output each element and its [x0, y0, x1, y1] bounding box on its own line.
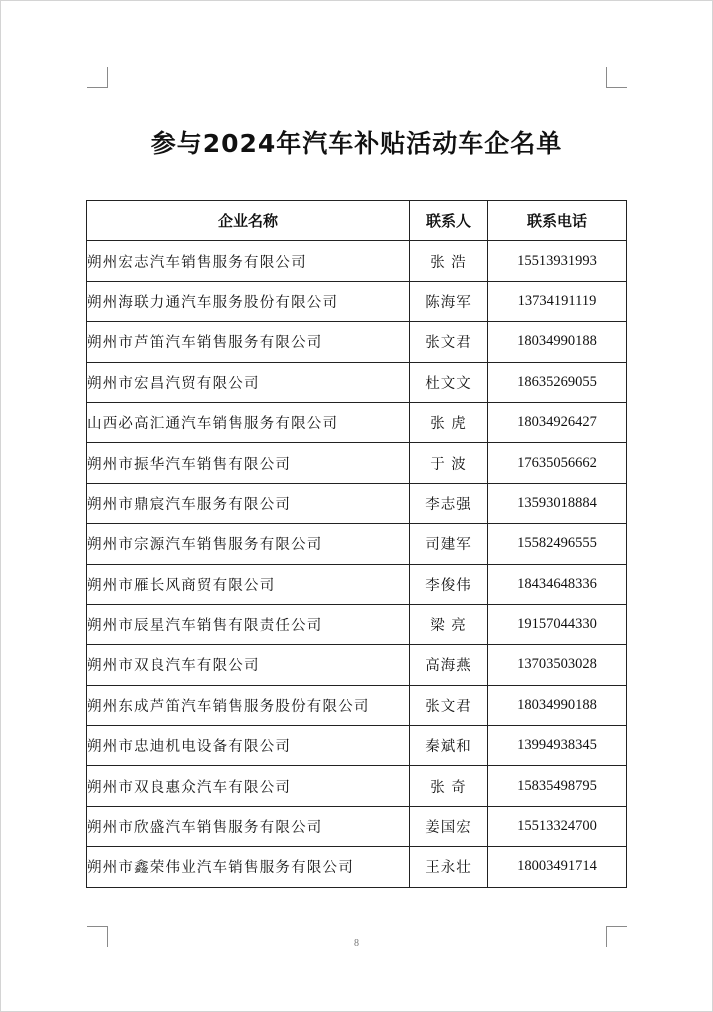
- contact-person-cell: 张 浩: [410, 241, 488, 281]
- contact-person-cell: 李志强: [410, 483, 488, 523]
- contact-phone-cell: 15835498795: [488, 766, 627, 806]
- company-name-cell: 朔州宏志汽车销售服务有限公司: [87, 241, 410, 281]
- company-name-cell: 朔州市宗源汽车销售服务有限公司: [87, 524, 410, 564]
- company-name-cell: 朔州市宏昌汽贸有限公司: [87, 362, 410, 402]
- crop-mark-top-right: [606, 67, 627, 88]
- company-name-cell: 朔州市振华汽车销售有限公司: [87, 443, 410, 483]
- contact-person-cell: 李俊伟: [410, 564, 488, 604]
- table-row: [87, 726, 627, 766]
- contact-phone-cell: 18034990188: [488, 685, 627, 725]
- document-title: 参与2024年汽车补贴活动车企名单: [150, 129, 563, 158]
- contact-person-cell: 张文君: [410, 685, 488, 725]
- company-name-cell: 朔州海联力通汽车服务股份有限公司: [87, 281, 410, 321]
- contact-phone-cell: 18434648336: [488, 564, 627, 604]
- company-name-cell: 朔州市鼎宸汽车服务有限公司: [87, 483, 410, 523]
- table-row: [87, 847, 627, 887]
- contact-phone-cell: 15513931993: [488, 241, 627, 281]
- company-roster-table: [86, 200, 627, 888]
- company-name-cell: 朔州市鑫荣伟业汽车销售服务有限公司: [87, 847, 410, 887]
- table-row: [87, 524, 627, 564]
- contact-phone-cell: 15513324700: [488, 806, 627, 846]
- crop-mark-top-left: [87, 67, 108, 88]
- company-name-cell: 朔州市忠迪机电设备有限公司: [87, 726, 410, 766]
- company-name-cell: 山西必高汇通汽车销售服务有限公司: [87, 402, 410, 442]
- contact-person-cell: 姜国宏: [410, 806, 488, 846]
- header-contact-person: 联系人: [410, 201, 488, 241]
- contact-phone-cell: 19157044330: [488, 604, 627, 644]
- header-contact-phone: 联系电话: [488, 201, 627, 241]
- company-name-cell: 朔州市双良惠众汽车有限公司: [87, 766, 410, 806]
- contact-phone-cell: 17635056662: [488, 443, 627, 483]
- company-name-cell: 朔州市辰星汽车销售有限责任公司: [87, 604, 410, 644]
- company-name-cell: 朔州市芦笛汽车销售服务有限公司: [87, 322, 410, 362]
- table-header-row: [87, 201, 627, 241]
- contact-person-cell: 秦斌和: [410, 726, 488, 766]
- contact-phone-cell: 18034926427: [488, 402, 627, 442]
- contact-person-cell: 陈海军: [410, 281, 488, 321]
- contact-person-cell: 杜文文: [410, 362, 488, 402]
- table-row: [87, 443, 627, 483]
- table-row: [87, 483, 627, 523]
- company-name-cell: 朔州市双良汽车有限公司: [87, 645, 410, 685]
- table-row: [87, 645, 627, 685]
- contact-person-cell: 高海燕: [410, 645, 488, 685]
- company-name-cell: 朔州市欣盛汽车销售服务有限公司: [87, 806, 410, 846]
- contact-phone-cell: 15582496555: [488, 524, 627, 564]
- table-row: [87, 564, 627, 604]
- contact-person-cell: 司建军: [410, 524, 488, 564]
- table-row: [87, 766, 627, 806]
- table-row: [87, 281, 627, 321]
- table-row: [87, 241, 627, 281]
- header-company-name: 企业名称: [87, 201, 410, 241]
- contact-person-cell: 王永壮: [410, 847, 488, 887]
- contact-phone-cell: 18003491714: [488, 847, 627, 887]
- company-name-cell: 朔州东成芦笛汽车销售服务股份有限公司: [87, 685, 410, 725]
- contact-phone-cell: 13734191119: [488, 281, 627, 321]
- page-number: 8: [354, 938, 359, 949]
- contact-phone-cell: 18034990188: [488, 322, 627, 362]
- table-row: [87, 685, 627, 725]
- table-row: [87, 402, 627, 442]
- contact-phone-cell: 18635269055: [488, 362, 627, 402]
- contact-phone-cell: 13994938345: [488, 726, 627, 766]
- table-row: [87, 806, 627, 846]
- table-row: [87, 322, 627, 362]
- company-name-cell: 朔州市雁长风商贸有限公司: [87, 564, 410, 604]
- table-row: [87, 362, 627, 402]
- contact-person-cell: 张 虎: [410, 402, 488, 442]
- contact-phone-cell: 13593018884: [488, 483, 627, 523]
- contact-person-cell: 梁 亮: [410, 604, 488, 644]
- table-row: [87, 604, 627, 644]
- contact-person-cell: 张文君: [410, 322, 488, 362]
- contact-person-cell: 于 波: [410, 443, 488, 483]
- contact-person-cell: 张 奇: [410, 766, 488, 806]
- contact-phone-cell: 13703503028: [488, 645, 627, 685]
